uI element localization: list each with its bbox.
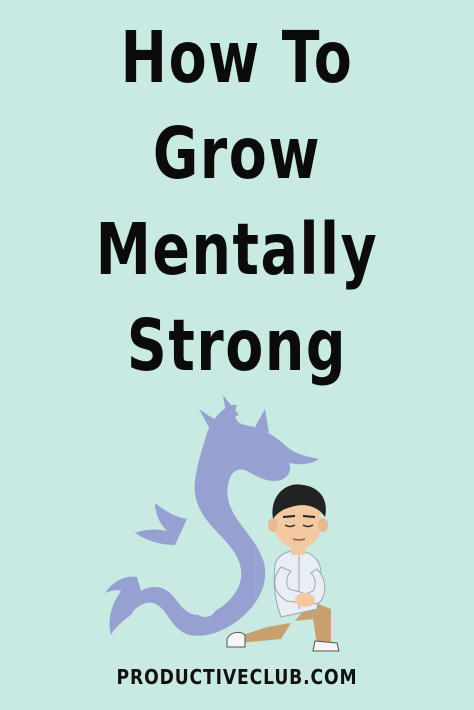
page-title bbox=[0, 10, 474, 394]
title-line-3: Mentally bbox=[95, 208, 379, 291]
title-line-4: Strong bbox=[126, 304, 348, 387]
illustration-svg bbox=[105, 395, 375, 665]
site-url: PRODUCTIVECLUB.COM bbox=[116, 665, 358, 689]
title-line-2: Grow bbox=[152, 112, 322, 195]
title-line-1: How To bbox=[120, 16, 354, 99]
illustration bbox=[105, 395, 375, 665]
